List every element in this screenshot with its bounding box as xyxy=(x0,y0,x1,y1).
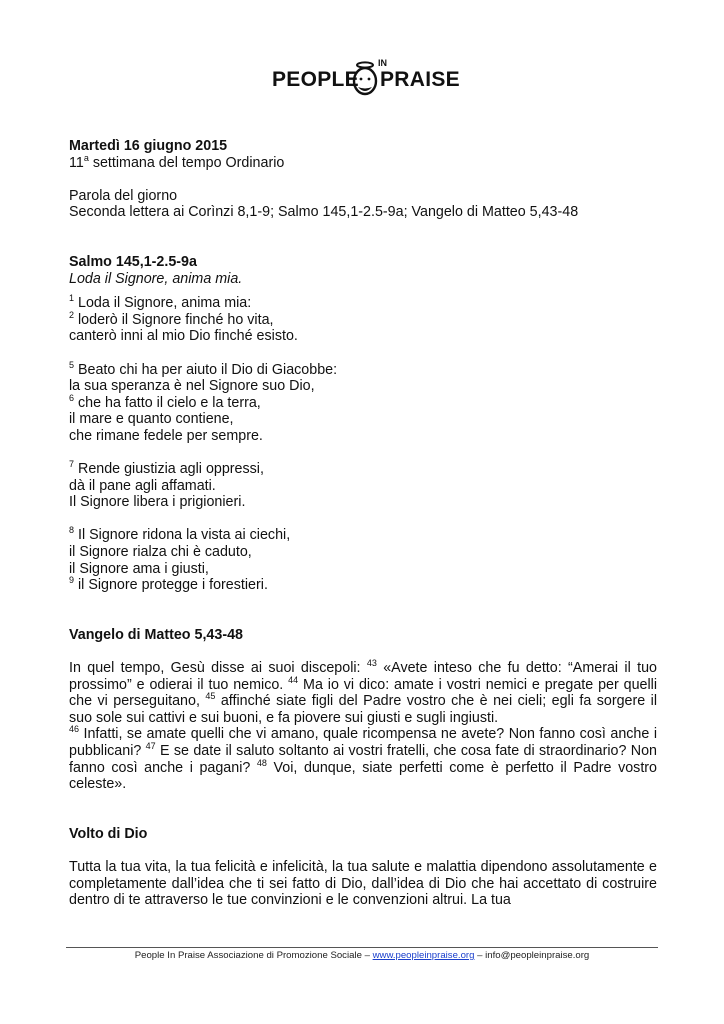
logo-text-praise: PRAISE xyxy=(380,68,460,91)
gospel-title: Vangelo di Matteo 5,43-48 xyxy=(69,626,243,643)
psalm-refrain: Loda il Signore, anima mia. xyxy=(69,270,243,287)
verse-number: 45 xyxy=(205,691,216,702)
psalm-line: che rimane fedele per sempre. xyxy=(69,427,263,444)
verse-number: 9 xyxy=(69,575,75,586)
page-footer xyxy=(0,950,724,961)
people-in-praise-logo xyxy=(272,54,462,98)
verse-number: 5 xyxy=(69,359,75,370)
verse-text: affinché siate figli del Padre vostro che è nei cieli; egli fa sorgere il suo sole sui cattivi e sui buoni, e fa piovere sui giusti e sugli ingiusti. xyxy=(69,693,657,726)
verse-number: 43 xyxy=(366,658,377,669)
readings-list: Seconda lettera ai Corìnzi 8,1-9; Salmo 145,1-2.5-9a; Vangelo di Matteo 5,43-48 xyxy=(69,204,579,221)
psalm-line: il mare e quanto contiene, xyxy=(69,411,234,428)
verse-number: 6 xyxy=(69,392,75,403)
date-heading: Martedì 16 giugno 2015 xyxy=(69,138,228,154)
verse-text: Rende giustizia agli oppressi, xyxy=(74,461,264,478)
verse-number: 46 xyxy=(69,724,80,735)
verse-text: che ha fatto il cielo e la terra, xyxy=(74,394,261,411)
psalm-line: il Signore ama i giusti, xyxy=(69,560,209,577)
verse-text: Il Signore ridona la vista ai ciechi, xyxy=(74,527,291,544)
verse-number: 44 xyxy=(288,674,299,685)
psalm-line: la sua speranza è nel Signore suo Dio, xyxy=(69,378,315,395)
verse-number: 2 xyxy=(69,309,75,320)
verse-number: 1 xyxy=(69,293,75,304)
document-body xyxy=(69,138,657,909)
psalm-line: Il Signore libera i prigionieri. xyxy=(69,494,246,511)
verse-text: Voi, dunque, siate perfetti come è perfetto il Padre vostro celeste». xyxy=(69,759,658,793)
footer-divider xyxy=(66,947,658,948)
verse-text: loderò il Signore finché ho vita, xyxy=(74,311,274,328)
verse-number: 7 xyxy=(69,459,75,470)
verse-number: 47 xyxy=(145,741,156,752)
liturgical-week xyxy=(69,152,657,172)
psalm-verse xyxy=(69,392,657,412)
psalm-line: dà il pane agli affamati. xyxy=(69,477,216,494)
praying-face-icon xyxy=(351,60,379,96)
verse-text: Infatti, se amate quelli che vi amano, quale ricompensa ne avete? Non fanno così anche i pubblicani? xyxy=(69,726,657,759)
psalm-verse xyxy=(69,295,657,312)
psalm-line: il Signore rialza chi è caduto, xyxy=(69,544,252,561)
website-link[interactable]: www.peopleinpraise.org xyxy=(372,950,475,961)
week-superscript: a xyxy=(83,152,89,163)
verse-number: 48 xyxy=(256,757,267,768)
gospel-text xyxy=(69,660,657,793)
week-number: 11 xyxy=(69,154,84,171)
logo-text-in: IN xyxy=(378,58,387,68)
volto-text: Tutta la tua vita, la tua felicità e infelicità, la tua salute e malattia dipendono assolutamente e completamente dall’idea che ti sei fatto di Dio, dall’idea di Dio che hai accettato di costruire dentro di te attraverso le tue convinzioni e le convenzioni altrui. La tua xyxy=(69,858,657,909)
verse-number: 8 xyxy=(69,525,75,536)
week-text: settimana del tempo Ordinario xyxy=(88,154,285,171)
verse-text: Loda il Signore, anima mia: xyxy=(74,295,252,312)
parola-title: Parola del giorno xyxy=(69,187,178,204)
psalm-verse xyxy=(69,577,657,594)
gospel-intro: In quel tempo, Gesù disse ai suoi discepoli: xyxy=(69,660,367,677)
psalm-verse xyxy=(69,359,657,379)
volto-title: Volto di Dio xyxy=(69,825,148,842)
footer-email: – info@peopleinpraise.org xyxy=(474,950,590,961)
verse-text: «Avete inteso che fu detto: “Amerai il tuo prossimo” e odierai il tuo nemico. xyxy=(69,660,657,693)
footer-association: People In Praise Associazione di Promozione Sociale – xyxy=(134,950,373,961)
logo-text-people: PEOPLE xyxy=(272,68,359,91)
psalm-verse xyxy=(69,527,657,544)
verse-text: il Signore protegge i forestieri. xyxy=(74,577,268,594)
psalm-verse xyxy=(69,461,657,478)
psalm-verse xyxy=(69,309,657,329)
verse-text: E se date il saluto soltanto ai vostri fratelli, che cosa fate di straordinario? Non fanno così anche i pagani? xyxy=(69,743,657,776)
psalm-title: Salmo 145,1-2.5-9a xyxy=(69,253,197,270)
verse-text: Beato chi ha per aiuto il Dio di Giacobbe: xyxy=(74,361,338,378)
verse-text: Ma io vi dico: amate i vostri nemici e pregate per quelli che vi perseguitano, xyxy=(69,676,658,710)
psalm-line: canterò inni al mio Dio finché esisto. xyxy=(69,328,298,345)
